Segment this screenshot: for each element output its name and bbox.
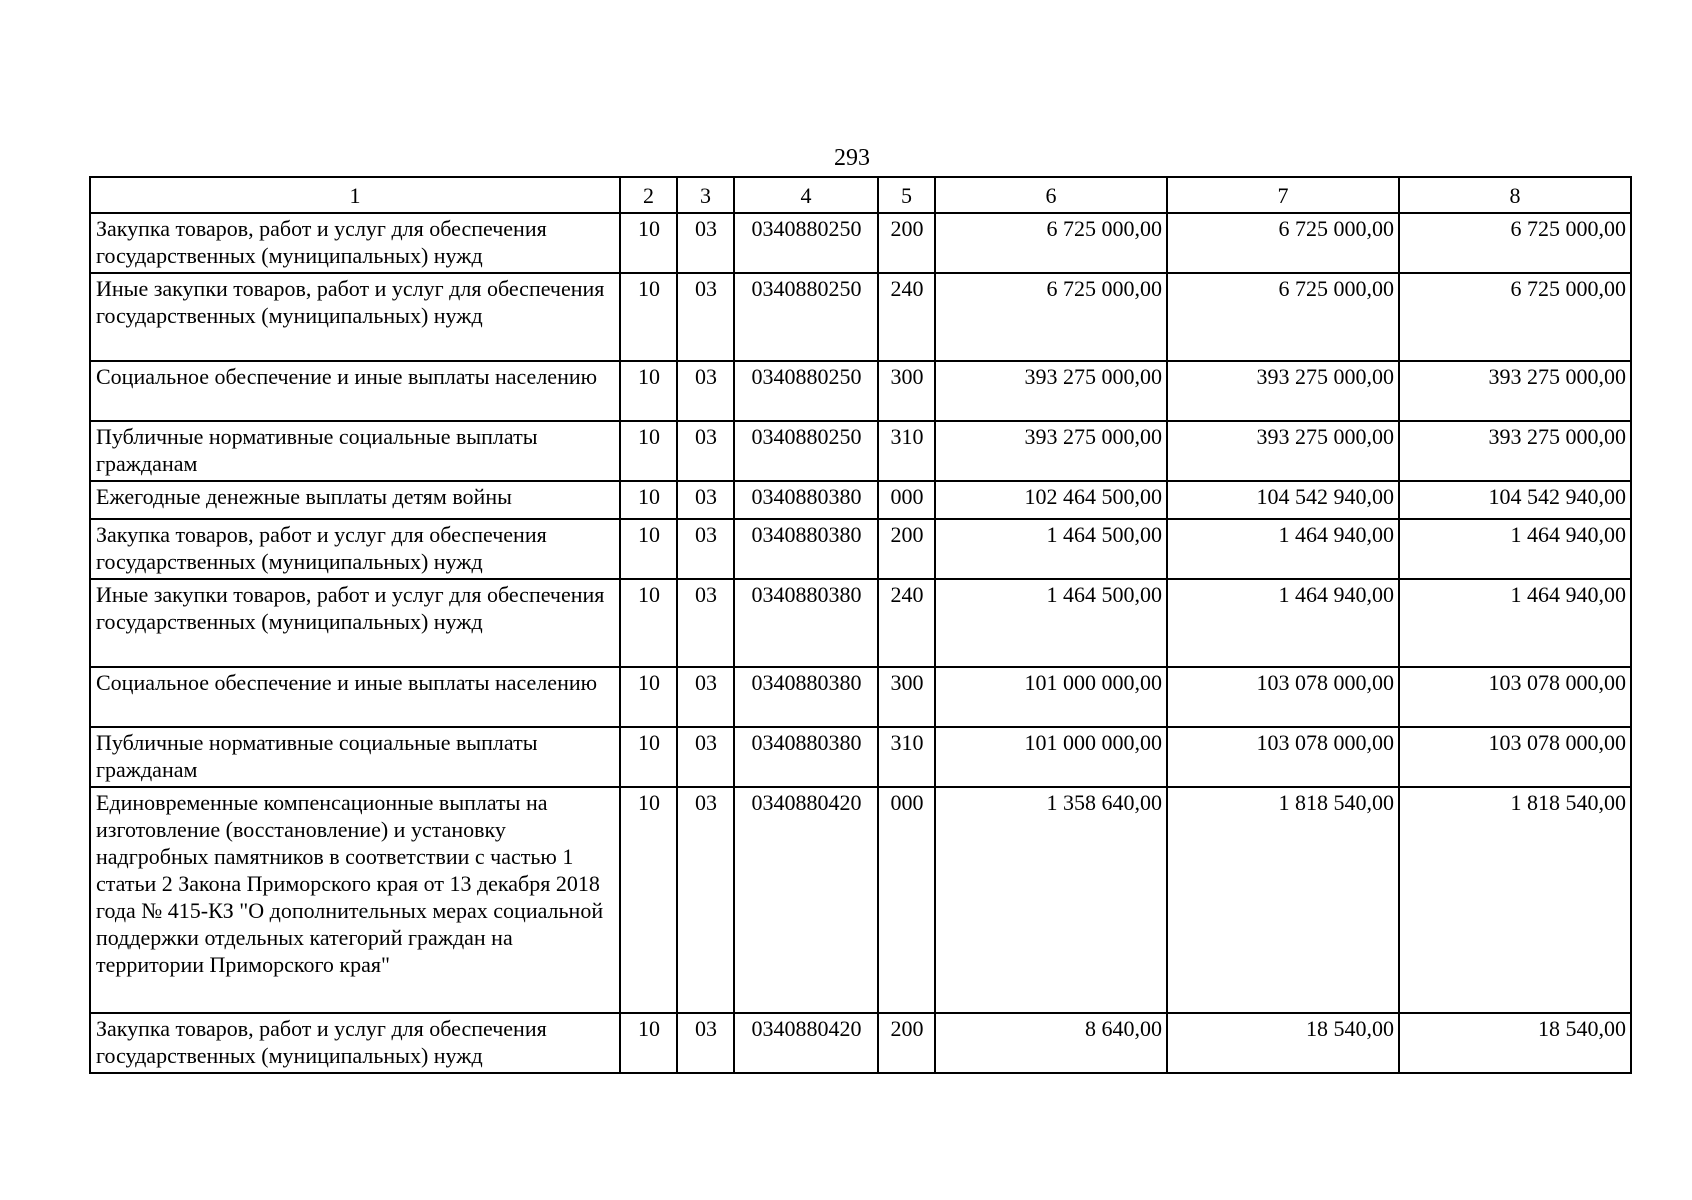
row-section: 10	[620, 727, 677, 787]
row-amount-col8: 1 464 940,00	[1399, 519, 1631, 579]
row-amount-col6: 393 275 000,00	[935, 361, 1167, 421]
row-name: Иные закупки товаров, работ и услуг для обеспечения государственных (муниципальных) нужд	[90, 579, 620, 667]
row-expense-type: 240	[878, 273, 935, 361]
row-section: 10	[620, 213, 677, 273]
row-name: Социальное обеспечение и иные выплаты населению	[90, 667, 620, 727]
row-name: Закупка товаров, работ и услуг для обеспечения государственных (муниципальных) нужд	[90, 213, 620, 273]
row-amount-col7: 103 078 000,00	[1167, 727, 1399, 787]
row-amount-col7: 393 275 000,00	[1167, 361, 1399, 421]
row-amount-col8: 393 275 000,00	[1399, 421, 1631, 481]
row-amount-col8: 6 725 000,00	[1399, 273, 1631, 361]
row-target-code: 0340880420	[734, 787, 878, 1013]
table-body	[90, 213, 1631, 1073]
row-amount-col7: 1 464 940,00	[1167, 519, 1399, 579]
row-target-code: 0340880250	[734, 361, 878, 421]
row-expense-type: 310	[878, 727, 935, 787]
header-col-3: 3	[677, 177, 734, 213]
row-amount-col8: 1 464 940,00	[1399, 579, 1631, 667]
row-name: Единовременные компенсационные выплаты на изготовление (восстановление) и установку надгробных памятников в соответствии с частью 1 статьи 2 Закона Приморского края от 13 декабря 2018 года № 415-КЗ "О дополнительных мерах социальной поддержки отдельных категорий граждан на территории Приморского края"	[90, 787, 620, 1013]
table-row	[90, 361, 1631, 421]
row-expense-type: 300	[878, 667, 935, 727]
row-amount-col7: 393 275 000,00	[1167, 421, 1399, 481]
row-subsection: 03	[677, 667, 734, 727]
row-section: 10	[620, 421, 677, 481]
row-expense-type: 000	[878, 481, 935, 519]
row-amount-col8: 1 818 540,00	[1399, 787, 1631, 1013]
header-row	[90, 177, 1631, 213]
table-row	[90, 727, 1631, 787]
row-target-code: 0340880250	[734, 273, 878, 361]
row-section: 10	[620, 1013, 677, 1073]
table-row	[90, 273, 1631, 361]
row-name: Иные закупки товаров, работ и услуг для обеспечения государственных (муниципальных) нужд	[90, 273, 620, 361]
table-row	[90, 519, 1631, 579]
row-target-code: 0340880250	[734, 213, 878, 273]
row-subsection: 03	[677, 787, 734, 1013]
table-row	[90, 1013, 1631, 1073]
row-amount-col6: 1 358 640,00	[935, 787, 1167, 1013]
row-section: 10	[620, 579, 677, 667]
row-target-code: 0340880250	[734, 421, 878, 481]
row-expense-type: 310	[878, 421, 935, 481]
row-target-code: 0340880380	[734, 519, 878, 579]
row-expense-type: 000	[878, 787, 935, 1013]
row-amount-col6: 1 464 500,00	[935, 519, 1167, 579]
row-amount-col8: 103 078 000,00	[1399, 727, 1631, 787]
row-target-code: 0340880380	[734, 727, 878, 787]
row-amount-col7: 1 818 540,00	[1167, 787, 1399, 1013]
row-amount-col8: 6 725 000,00	[1399, 213, 1631, 273]
row-amount-col7: 104 542 940,00	[1167, 481, 1399, 519]
table-row	[90, 787, 1631, 1013]
row-subsection: 03	[677, 727, 734, 787]
row-section: 10	[620, 361, 677, 421]
row-section: 10	[620, 787, 677, 1013]
row-amount-col7: 6 725 000,00	[1167, 213, 1399, 273]
header-col-2: 2	[620, 177, 677, 213]
row-amount-col6: 101 000 000,00	[935, 727, 1167, 787]
row-subsection: 03	[677, 361, 734, 421]
header-col-5: 5	[878, 177, 935, 213]
row-amount-col7: 6 725 000,00	[1167, 273, 1399, 361]
row-amount-col8: 103 078 000,00	[1399, 667, 1631, 727]
row-expense-type: 240	[878, 579, 935, 667]
row-subsection: 03	[677, 213, 734, 273]
row-subsection: 03	[677, 273, 734, 361]
row-target-code: 0340880420	[734, 1013, 878, 1073]
row-name: Публичные нормативные социальные выплаты гражданам	[90, 421, 620, 481]
row-section: 10	[620, 667, 677, 727]
row-expense-type: 300	[878, 361, 935, 421]
row-name: Ежегодные денежные выплаты детям войны	[90, 481, 620, 519]
row-amount-col6: 393 275 000,00	[935, 421, 1167, 481]
row-subsection: 03	[677, 579, 734, 667]
row-target-code: 0340880380	[734, 579, 878, 667]
row-section: 10	[620, 273, 677, 361]
table-row	[90, 481, 1631, 519]
row-target-code: 0340880380	[734, 667, 878, 727]
row-amount-col6: 6 725 000,00	[935, 273, 1167, 361]
row-subsection: 03	[677, 421, 734, 481]
row-amount-col6: 8 640,00	[935, 1013, 1167, 1073]
row-subsection: 03	[677, 519, 734, 579]
table-row	[90, 213, 1631, 273]
row-amount-col6: 6 725 000,00	[935, 213, 1167, 273]
row-amount-col8: 104 542 940,00	[1399, 481, 1631, 519]
budget-table	[89, 176, 1632, 1074]
row-amount-col8: 18 540,00	[1399, 1013, 1631, 1073]
table-header	[90, 177, 1631, 213]
table-row	[90, 667, 1631, 727]
row-amount-col6: 102 464 500,00	[935, 481, 1167, 519]
row-expense-type: 200	[878, 1013, 935, 1073]
row-subsection: 03	[677, 481, 734, 519]
row-name: Публичные нормативные социальные выплаты гражданам	[90, 727, 620, 787]
table-row	[90, 421, 1631, 481]
row-amount-col6: 1 464 500,00	[935, 579, 1167, 667]
row-amount-col6: 101 000 000,00	[935, 667, 1167, 727]
row-target-code: 0340880380	[734, 481, 878, 519]
header-col-1: 1	[90, 177, 620, 213]
row-section: 10	[620, 481, 677, 519]
row-name: Социальное обеспечение и иные выплаты населению	[90, 361, 620, 421]
row-section: 10	[620, 519, 677, 579]
header-col-6: 6	[935, 177, 1167, 213]
page-number: 293	[834, 145, 870, 171]
row-amount-col7: 103 078 000,00	[1167, 667, 1399, 727]
row-amount-col7: 18 540,00	[1167, 1013, 1399, 1073]
row-name: Закупка товаров, работ и услуг для обеспечения государственных (муниципальных) нужд	[90, 519, 620, 579]
header-col-7: 7	[1167, 177, 1399, 213]
row-subsection: 03	[677, 1013, 734, 1073]
row-amount-col7: 1 464 940,00	[1167, 579, 1399, 667]
header-col-4: 4	[734, 177, 878, 213]
header-col-8: 8	[1399, 177, 1631, 213]
table-row	[90, 579, 1631, 667]
row-amount-col8: 393 275 000,00	[1399, 361, 1631, 421]
row-expense-type: 200	[878, 213, 935, 273]
row-expense-type: 200	[878, 519, 935, 579]
row-name: Закупка товаров, работ и услуг для обеспечения государственных (муниципальных) нужд	[90, 1013, 620, 1073]
